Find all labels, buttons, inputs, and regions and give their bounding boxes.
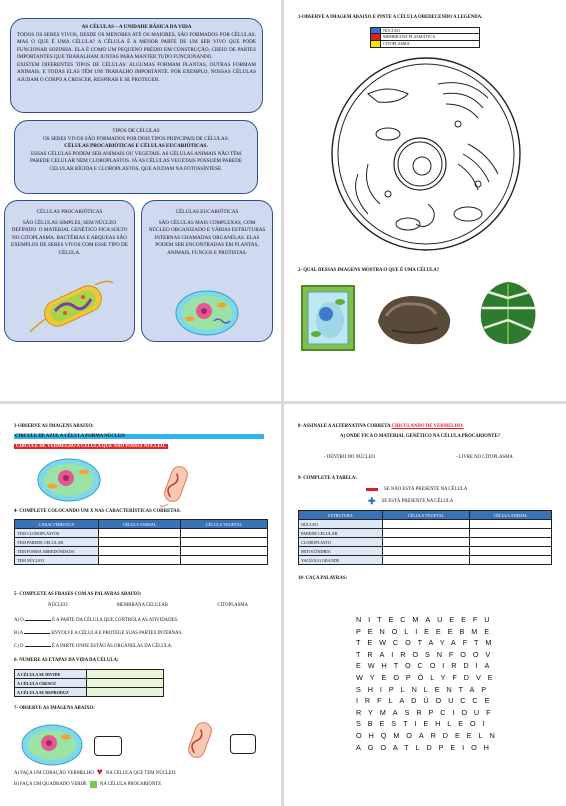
table4-row-label: TEM CLOROPLASTOS: [15, 529, 99, 538]
table9-cell[interactable]: [383, 520, 470, 529]
table9-cell[interactable]: [470, 547, 552, 556]
step-number-cell[interactable]: [87, 688, 164, 697]
legend-row-nucleus: NÚCLEO: [370, 27, 480, 34]
table4-cell[interactable]: [99, 556, 181, 565]
table4-header-characteristic: CARACTERÍSTICA: [15, 520, 99, 529]
step-number-cell[interactable]: [87, 679, 164, 688]
table4-cell[interactable]: [99, 547, 181, 556]
key-plus: ✚ SE ESTÁ PRESENTE NA CÉLULA: [368, 496, 454, 506]
table4-header-plant: CÉLULA VEGETAL: [180, 520, 267, 529]
question-3a: CIRCULE DE AZUL A CÉLULA FORMA NÚCLEO: [14, 434, 264, 439]
bacterium-image[interactable]: [158, 460, 194, 508]
steps-table: [14, 669, 164, 697]
question-8a: A) ONDE FICA O MATERIAL GENÉTICO NA CÉLULA PROCARIONTE?: [340, 434, 501, 439]
table9-cell[interactable]: [470, 538, 552, 547]
eukaryotic-text: SÃO CÉLULAS MAIS COMPLEXAS, COM NÚCLEO ORGANIZADO E VÁRIAS ESTRUTURAS INTERNAS CHAMADAS ORGANELAS. ELAS PODEM SER ENCONTRADAS EM PLANTAS, ANIMAIS, FUNGOS E PROTISTAS.: [148, 219, 266, 256]
table9-cell[interactable]: [383, 556, 470, 565]
types-box: [14, 120, 258, 194]
table9-header-structure: ESTRUTURA: [299, 511, 383, 520]
color-legend: [370, 27, 480, 48]
table4-cell[interactable]: [180, 547, 267, 556]
intro-paragraph-1: TODOS OS SERES VIVOS, DESDE OS MENORES ATÉ OS MAIORES, SÃO FORMADOS POR CÉLULAS. MAS O QUE É UMA CÉLULA? A CÉLULA É A MENOR PARTE DE UM SER VIVO QUE PODE FUNCIONAR SOZINHA. ELA É COMO UM PEQUENO PRÉDIO EM CONSTRUÇÃO, CHEIO DE PARTES IMPORTANTES QUE TRABALHAM JUNTAS PARA MANTER TUDO FUNCIONANDO.: [17, 31, 256, 61]
bacterium-image-q7[interactable]: [182, 716, 218, 764]
word-search-row[interactable]: TRAIROSNFOOV: [356, 649, 498, 659]
table9-row-label: MITOCÔNDRIA: [299, 547, 383, 556]
table9-cell[interactable]: [470, 556, 552, 565]
word-search-row[interactable]: NITECMAUEEFU: [356, 615, 497, 624]
legend-swatch-blue: [371, 28, 381, 33]
prokaryotic-box: [4, 200, 135, 342]
heart-icon: ♥: [96, 767, 103, 778]
table9-row-label: VACÚOLO GRANDE: [299, 556, 383, 565]
characteristics-table: [14, 519, 268, 565]
key-minus: SE NÃO ESTÁ PRESENTE NA CÉLULA: [366, 487, 467, 492]
worksheet-page-2: [284, 0, 566, 401]
table9-header-plant: CÉLULA VEGETAL: [383, 511, 470, 520]
plant-cell-image[interactable]: [300, 284, 356, 352]
instruction-7a: A) FAÇA UM CORAÇÃO VERMELHO ♥ NA CÉLULA QUE TEM NÚCLEO:: [14, 767, 177, 778]
sentence-b: B) A ENVOLVE A CÉLULA E PROTEGE SUAS PARTES INTERNAS.: [14, 631, 183, 636]
word-search-row[interactable]: SHIPLNLENTAP: [356, 684, 494, 694]
sentence-blank[interactable]: [24, 633, 50, 634]
minus-icon: [366, 488, 378, 491]
step-label: A CÉLULA SE DIVIDE: [15, 670, 87, 679]
word-search-row[interactable]: RYMASRPCIOUF: [356, 707, 498, 717]
question-6: 6- NUMERE AS ETAPAS DA VIDA DA CÉLULA:: [14, 658, 119, 663]
table9-cell[interactable]: [470, 529, 552, 538]
table9-cell[interactable]: [383, 538, 470, 547]
table9-row-label: NÚCLEO: [299, 520, 383, 529]
answer-box-2[interactable]: [230, 734, 256, 754]
question-4: 4- COMPLETE COLOCANDO UM X NAS CARACTERÍSTICAS CORRETAS:: [14, 509, 181, 514]
legend-row-cytoplasm: CITOPLASMA: [370, 41, 480, 48]
table9-cell[interactable]: [470, 520, 552, 529]
bacterium-illustration: [25, 277, 115, 337]
worksheet-page-4: [284, 404, 566, 806]
table4-cell[interactable]: [180, 529, 267, 538]
table9-cell[interactable]: [383, 547, 470, 556]
intro-title: AS CÉLULAS – A UNIDADE BÁSICA DA VIDA: [81, 24, 192, 30]
worksheet-page-3: [0, 404, 281, 806]
option-free-cytoplasm[interactable]: - LIVRE NO CITOPLASMA: [456, 455, 513, 460]
question-8-highlight: CIRCULANDO DE VERMELHO:: [391, 424, 464, 429]
legend-row-membrane: MEMBRANA PLASMÁTICA: [370, 34, 480, 41]
table4-header-animal: CÉLULA ANIMAL: [99, 520, 181, 529]
intro-box: [10, 18, 263, 113]
plus-icon: ✚: [368, 496, 376, 506]
rock-image[interactable]: [372, 292, 454, 348]
table9-row-label: PAREDE CELULAR: [299, 529, 383, 538]
cell-coloring-outline[interactable]: [328, 54, 524, 254]
word-search-row[interactable]: IRFLADÚOUCCE: [356, 696, 497, 706]
instruction-7b: B) FAÇA UM QUADRADO VERDE NA CÉLULA PROCARIONTE: [14, 782, 162, 787]
types-paragraph-2: CÉLULAS PROCARIÓTICAS E CÉLULAS EUCARIÓTICAS.: [64, 143, 208, 150]
table9-header-animal: CÉLULA ANIMAL: [470, 511, 552, 520]
sentence-blank[interactable]: [25, 646, 51, 647]
leaf-image[interactable]: [474, 278, 542, 350]
word-bank-item: NÚCLEO: [48, 603, 68, 608]
eukaryotic-title: CÉLULAS EUCARIÓTICAS: [175, 209, 239, 215]
step-label: A CÉLULA CRESCE: [15, 679, 87, 688]
table4-cell[interactable]: [180, 538, 267, 547]
question-9: 9- COMPLETE A TABELA:: [298, 476, 357, 481]
question-10: 10- CAÇA PALAVRAS:: [298, 576, 348, 581]
legend-swatch-red: [371, 34, 381, 40]
question-2: 2- QUAL DESSAS IMAGENS MOSTRA O QUE É UMA CÉLULA?: [298, 268, 440, 273]
table4-row-label: TEM NÚCLEO: [15, 556, 99, 565]
table9-row-label: CLOROPLASTO: [299, 538, 383, 547]
legend-swatch-yellow: [371, 41, 381, 47]
types-paragraph-3: ESSAS CÉLULAS PODEM SER ANIMAIS OU VEGETAIS. AS CÉLULAS ANIMAIS NÃO TÊM PAREDE CELULAR NEM CLOROPLASTOS. JÁ AS CÉLULAS VEGETAIS POSSUEM PAREDE CELULAR RÍGIDA E CLOROPLASTOS, QUE AJUDAM NA FOTOSSÍNTESE.: [29, 150, 242, 172]
table4-row-label: TEM PAREDE CELULAR: [15, 538, 99, 547]
word-search-row[interactable]: TEWCOTAYAFTM: [356, 638, 499, 648]
animal-cell-illustration: [174, 287, 240, 337]
types-title: TIPOS DE CÉLULAS: [112, 128, 160, 134]
answer-box-1[interactable]: [94, 736, 122, 756]
question-7: 7- OBSERVE AS IMAGENS ABAIXO:: [14, 706, 95, 711]
question-3: 3-OBSERVE AS IMAGENS ABAIXO:: [14, 424, 94, 429]
table9-cell[interactable]: [383, 529, 470, 538]
word-search-row[interactable]: PENOLIEEEBME: [356, 626, 496, 636]
sentence-c: C) O É A PARTE ONDE ESTÃO AS ORGANELAS DA CÉLULA.: [14, 644, 173, 649]
option-inside-nucleus[interactable]: - DENTRO DO NÚCLEO: [324, 455, 376, 460]
question-3b: CIRCULE DE VERMELHO A CÉLULA QUE NÃO POSSUI NÚCLEO.: [16, 444, 166, 449]
question-1: 1-OBSERVE A IMAGEM ABAIXO E PINTE A CÉLULA OBEDECENDO A LEGENDA.: [298, 15, 483, 20]
word-search-row[interactable]: WYEOPÓLYFDVE: [356, 672, 500, 682]
animal-cell-image-q7[interactable]: [20, 722, 84, 768]
prokaryotic-title: CÉLULAS PROCARIÓTICAS: [36, 209, 103, 215]
question-5: 5- COMPLETE AS FRASES COM AS PALAVRAS ABAIXO:: [14, 592, 142, 597]
word-search-row[interactable]: EWHTOCOIRDIA: [356, 661, 497, 671]
word-bank-item: MEMBRANA CELULAR: [116, 603, 169, 608]
green-square-icon: [90, 781, 97, 788]
worksheet-page-1: [0, 0, 281, 401]
structures-table: [298, 510, 552, 565]
table4-cell[interactable]: [99, 538, 181, 547]
eukaryotic-box: [141, 200, 273, 342]
word-search-row[interactable]: SBESTIEHLEOI: [356, 719, 492, 729]
word-bank-item: CITOPLASMA: [217, 603, 248, 608]
word-search-row[interactable]: OHQMOARDEELN: [356, 730, 502, 740]
animal-cell-image[interactable]: [36, 456, 102, 504]
table4-cell[interactable]: [99, 529, 181, 538]
word-search-grid[interactable]: [356, 614, 502, 753]
prokaryotic-text: SÃO CÉLULAS SIMPLES, SEM NÚCLEO DEFINIDO. O MATERIAL GENÉTICO FICA SOLTO NO CITOPLASMA. BACTÉRIAS E ARQUEAS SÃO EXEMPLOS DE SERES VIVOS COM ESSE TIPO DE CÉLULA.: [11, 219, 128, 256]
word-bank: [48, 603, 248, 608]
table4-cell[interactable]: [180, 556, 267, 565]
step-number-cell[interactable]: [87, 670, 164, 679]
word-search-row[interactable]: AGOATLDPEIOH: [356, 742, 496, 752]
question-8: 8- ASSINALE A ALTERNATIVA CORRETA CIRCULANDO DE VERMELHO:: [298, 424, 464, 429]
sentence-a: A) O É A PARTE DA CÉLULA QUE CONTROLA AS ATIVIDADES.: [14, 618, 179, 623]
types-paragraph-1: OS SERES VIVOS SÃO FORMADOS POR DOIS TIPOS PRINCIPAIS DE CÉLULAS:: [42, 135, 230, 142]
step-label: A CÉLULA SE REPRODUZ: [15, 688, 87, 697]
table4-row-label: TEM FORMA ARREDONDADA: [15, 547, 99, 556]
sentence-blank[interactable]: [25, 620, 51, 621]
intro-paragraph-2: EXISTEM DIFERENTES TIPOS DE CÉLULAS: ALGUMAS FORMAM PLANTAS, OUTRAS FORMAM ANIMAIS, E TODAS ELAS TÊM UM TRABALHO IMPORTANTE. POR EXEMPLO, NOSSAS CÉLULAS AJUDAM O CORPO A CRESCER, RESPIRAR E SE PROTEGER.: [17, 61, 256, 83]
